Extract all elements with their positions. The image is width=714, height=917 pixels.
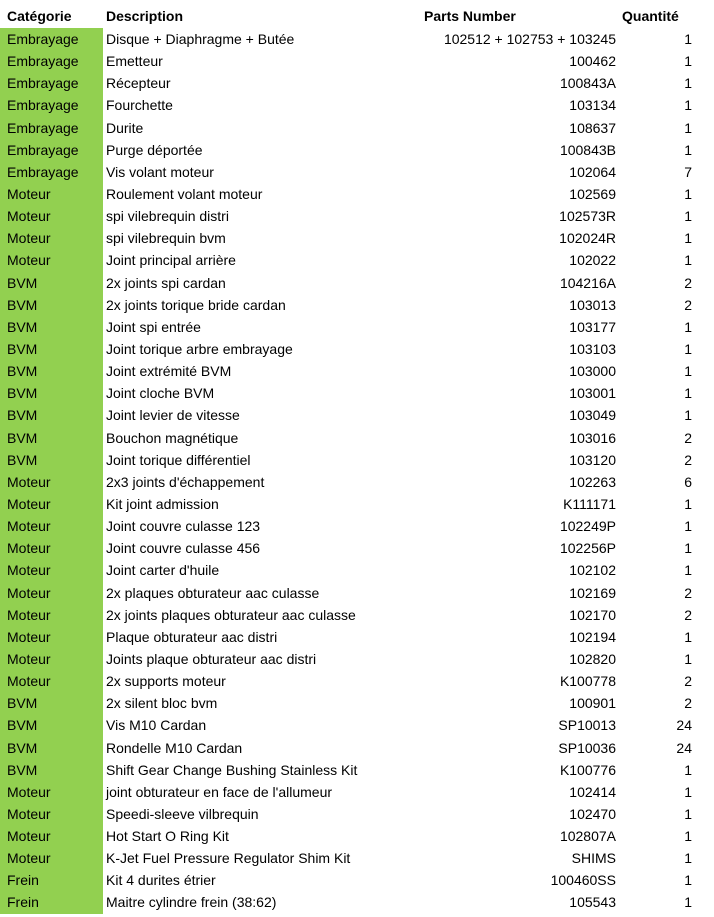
category-cell: Moteur <box>0 781 103 803</box>
category-cell: BVM <box>0 759 103 781</box>
category-cell: BVM <box>0 338 103 360</box>
table-row <box>0 427 714 449</box>
category-cell: BVM <box>0 449 103 471</box>
quantity-cell: 1 <box>684 97 692 114</box>
parts-number-cell: 102194 <box>569 628 616 645</box>
quantity-cell: 2 <box>684 274 692 291</box>
quantity-cell: 1 <box>684 540 692 557</box>
quantity-cell: 1 <box>684 872 692 889</box>
table-header <box>0 0 714 27</box>
description-cell: Joint cloche BVM <box>106 385 215 402</box>
parts-number-cell: 103103 <box>569 340 616 357</box>
table-row <box>0 515 714 537</box>
description-cell: Joint extrémité BVM <box>106 363 232 380</box>
description-cell: Joint couvre culasse 456 <box>106 540 261 557</box>
table-row <box>0 205 714 227</box>
quantity-cell: 2 <box>684 695 692 712</box>
description-cell: 2x3 joints d'échappement <box>106 473 265 490</box>
category-cell: BVM <box>0 737 103 759</box>
parts-number-cell: 100462 <box>569 53 616 70</box>
category-cell: Moteur <box>0 227 103 249</box>
table-row <box>0 626 714 648</box>
quantity-cell: 1 <box>684 141 692 158</box>
table-row <box>0 559 714 581</box>
quantity-cell: 1 <box>684 828 692 845</box>
quantity-cell: 1 <box>684 407 692 424</box>
category-cell: Moteur <box>0 670 103 692</box>
table-row <box>0 737 714 759</box>
category-cell: Moteur <box>0 648 103 670</box>
category-cell: Frein <box>0 891 103 913</box>
table-row <box>0 714 714 736</box>
table-row <box>0 582 714 604</box>
parts-number-cell: K100776 <box>559 761 616 778</box>
description-cell: 2x joints torique bride cardan <box>106 296 286 313</box>
description-cell: Kit 4 durites étrier <box>106 872 216 889</box>
table-row <box>0 294 714 316</box>
description-cell: Vis volant moteur <box>106 163 214 180</box>
quantity-cell: 1 <box>684 650 692 667</box>
table-row <box>0 803 714 825</box>
description-cell: 2x joints plaques obturateur aac culasse <box>106 606 356 623</box>
description-cell: Bouchon magnétique <box>106 429 239 446</box>
table-row <box>0 183 714 205</box>
parts-number-cell: 102470 <box>569 805 616 822</box>
category-cell: BVM <box>0 382 103 404</box>
description-cell: Joints plaque obturateur aac distri <box>106 650 317 667</box>
quantity-cell: 1 <box>684 495 692 512</box>
description-cell: Joint levier de vitesse <box>106 407 240 424</box>
table-row <box>0 891 714 913</box>
table-row <box>0 869 714 891</box>
quantity-cell: 2 <box>684 296 692 313</box>
description-cell: Rondelle M10 Cardan <box>106 739 243 756</box>
quantity-cell: 1 <box>684 850 692 867</box>
table-row <box>0 449 714 471</box>
table-row <box>0 781 714 803</box>
description-cell: 2x plaques obturateur aac culasse <box>106 584 320 601</box>
quantity-cell: 2 <box>684 606 692 623</box>
parts-number-cell: 100843B <box>559 141 616 158</box>
category-cell: BVM <box>0 714 103 736</box>
table-row <box>0 72 714 94</box>
quantity-cell: 1 <box>684 185 692 202</box>
table-row <box>0 117 714 139</box>
parts-number-cell: 103120 <box>569 451 616 468</box>
table-row <box>0 471 714 493</box>
table-row <box>0 28 714 50</box>
category-cell: Embrayage <box>0 117 103 139</box>
quantity-cell: 1 <box>684 761 692 778</box>
quantity-cell: 1 <box>684 628 692 645</box>
quantity-cell: 1 <box>684 119 692 136</box>
parts-number-cell: 100460SS <box>550 872 616 889</box>
parts-number-cell: K111171 <box>563 495 616 512</box>
description-cell: K-Jet Fuel Pressure Regulator Shim Kit <box>106 850 351 867</box>
description-cell: spi vilebrequin distri <box>106 208 229 225</box>
category-cell: Moteur <box>0 471 103 493</box>
parts-number-cell: 100843A <box>559 75 616 92</box>
parts-number-cell: 103000 <box>569 363 616 380</box>
parts-number-cell: 102512 + 102753 + 103245 <box>443 31 616 47</box>
category-cell: Moteur <box>0 604 103 626</box>
description-cell: Joint couvre culasse 123 <box>106 518 261 535</box>
category-cell: Moteur <box>0 515 103 537</box>
description-cell: Vis M10 Cardan <box>106 717 207 734</box>
parts-number-cell: SP10036 <box>558 739 616 756</box>
description-cell: Speedi-sleeve vilbrequin <box>106 805 259 822</box>
parts-number-cell: 108637 <box>569 119 616 136</box>
parts-number-cell: 102102 <box>569 562 616 579</box>
quantity-cell: 1 <box>684 31 692 47</box>
category-cell: Moteur <box>0 825 103 847</box>
table-row <box>0 847 714 869</box>
category-cell: BVM <box>0 427 103 449</box>
parts-table-body <box>0 28 714 914</box>
table-row <box>0 360 714 382</box>
quantity-cell: 1 <box>684 318 692 335</box>
category-cell: Frein <box>0 869 103 891</box>
parts-number-cell: 102170 <box>569 606 616 623</box>
category-cell: Moteur <box>0 537 103 559</box>
quantity-cell: 2 <box>684 673 692 690</box>
description-cell: Kit joint admission <box>106 495 219 512</box>
table-row <box>0 272 714 294</box>
description-cell: Joint torique différentiel <box>106 451 251 468</box>
category-cell: BVM <box>0 692 103 714</box>
table-row <box>0 94 714 116</box>
description-cell: Joint principal arrière <box>106 252 236 269</box>
header-category: Catégorie <box>7 8 72 24</box>
table-row <box>0 338 714 360</box>
table-row <box>0 493 714 515</box>
category-cell: Embrayage <box>0 161 103 183</box>
category-cell: Moteur <box>0 249 103 271</box>
table-row <box>0 648 714 670</box>
parts-number-cell: 102022 <box>569 252 616 269</box>
category-cell: Embrayage <box>0 28 103 50</box>
quantity-cell: 1 <box>684 208 692 225</box>
description-cell: 2x silent bloc bvm <box>106 695 218 712</box>
description-cell: 2x joints spi cardan <box>106 274 226 291</box>
description-cell: 2x supports moteur <box>106 673 226 690</box>
category-cell: BVM <box>0 294 103 316</box>
description-cell: Joint torique arbre embrayage <box>106 340 293 357</box>
table-row <box>0 161 714 183</box>
table-row <box>0 50 714 72</box>
table-row <box>0 825 714 847</box>
description-cell: Maitre cylindre frein (38:62) <box>106 894 277 911</box>
table-row <box>0 759 714 781</box>
category-cell: Moteur <box>0 205 103 227</box>
category-cell: Moteur <box>0 493 103 515</box>
quantity-cell: 24 <box>676 739 692 756</box>
description-cell: Emetteur <box>106 53 163 70</box>
quantity-cell: 1 <box>684 562 692 579</box>
description-cell: Fourchette <box>106 97 173 114</box>
quantity-cell: 1 <box>684 53 692 70</box>
description-cell: joint obturateur en face de l'allumeur <box>106 783 333 800</box>
parts-number-cell: SP10013 <box>558 717 616 734</box>
category-cell: Moteur <box>0 847 103 869</box>
quantity-cell: 1 <box>684 894 692 911</box>
quantity-cell: 1 <box>684 340 692 357</box>
description-cell: Hot Start O Ring Kit <box>106 828 229 845</box>
description-cell: Purge déportée <box>106 141 203 158</box>
parts-number-cell: 102024R <box>559 230 616 247</box>
description-cell: Roulement volant moteur <box>106 185 263 202</box>
parts-number-cell: 103134 <box>569 97 616 114</box>
quantity-cell: 1 <box>684 783 692 800</box>
category-cell: Embrayage <box>0 94 103 116</box>
description-cell: Plaque obturateur aac distri <box>106 628 278 645</box>
quantity-cell: 24 <box>676 717 692 734</box>
quantity-cell: 7 <box>684 163 692 180</box>
parts-number-cell: 102820 <box>569 650 616 667</box>
parts-number-cell: K100778 <box>559 673 616 690</box>
quantity-cell: 1 <box>684 252 692 269</box>
quantity-cell: 2 <box>684 451 692 468</box>
description-cell: Durite <box>106 119 144 136</box>
category-cell: BVM <box>0 316 103 338</box>
header-quantity: Quantité <box>622 8 679 24</box>
parts-number-cell: 102807A <box>559 828 616 845</box>
parts-number-cell: 102169 <box>569 584 616 601</box>
category-cell: Moteur <box>0 626 103 648</box>
table-row <box>0 604 714 626</box>
category-cell: BVM <box>0 404 103 426</box>
description-cell: spi vilebrequin bvm <box>106 230 226 247</box>
table-row <box>0 404 714 426</box>
parts-number-cell: SHIMS <box>571 850 616 867</box>
table-row <box>0 692 714 714</box>
header-description: Description <box>106 8 184 24</box>
category-cell: Moteur <box>0 803 103 825</box>
description-cell: Joint spi entrée <box>106 318 201 335</box>
parts-number-cell: 100901 <box>569 695 616 712</box>
table-row <box>0 670 714 692</box>
description-cell: Joint carter d'huile <box>106 562 220 579</box>
description-cell: Récepteur <box>106 75 171 92</box>
parts-number-cell: 102414 <box>569 783 616 800</box>
quantity-cell: 1 <box>684 75 692 92</box>
parts-number-cell: 102569 <box>569 185 616 202</box>
quantity-cell: 1 <box>684 230 692 247</box>
table-row <box>0 249 714 271</box>
parts-number-cell: 103049 <box>569 407 616 424</box>
table-row <box>0 139 714 161</box>
parts-number-cell: 104216A <box>559 274 616 291</box>
category-cell: Embrayage <box>0 50 103 72</box>
quantity-cell: 1 <box>684 518 692 535</box>
quantity-cell: 1 <box>684 805 692 822</box>
quantity-cell: 2 <box>684 429 692 446</box>
quantity-cell: 6 <box>684 473 692 490</box>
category-cell: Moteur <box>0 183 103 205</box>
quantity-cell: 1 <box>684 385 692 402</box>
quantity-cell: 2 <box>684 584 692 601</box>
description-cell: Disque + Diaphragme + Butée <box>106 31 295 47</box>
header-parts-number: Parts Number <box>424 8 516 24</box>
category-cell: Moteur <box>0 582 103 604</box>
description-cell: Shift Gear Change Bushing Stainless Kit <box>106 761 358 778</box>
category-cell: BVM <box>0 360 103 382</box>
table-row <box>0 382 714 404</box>
table-row <box>0 316 714 338</box>
parts-number-cell: 102249P <box>559 518 616 535</box>
parts-number-cell: 103177 <box>569 318 616 335</box>
parts-number-cell: 103013 <box>569 296 616 313</box>
parts-number-cell: 103016 <box>569 429 616 446</box>
parts-number-cell: 102064 <box>569 163 616 180</box>
parts-number-cell: 102256P <box>559 540 616 557</box>
parts-number-cell: 102263 <box>569 473 616 490</box>
category-cell: Moteur <box>0 559 103 581</box>
table-row <box>0 537 714 559</box>
table-row <box>0 227 714 249</box>
parts-number-cell: 105543 <box>569 894 616 911</box>
parts-number-cell: 103001 <box>569 385 616 402</box>
category-cell: BVM <box>0 272 103 294</box>
quantity-cell: 1 <box>684 363 692 380</box>
category-cell: Embrayage <box>0 139 103 161</box>
parts-number-cell: 102573R <box>559 208 616 225</box>
category-cell: Embrayage <box>0 72 103 94</box>
